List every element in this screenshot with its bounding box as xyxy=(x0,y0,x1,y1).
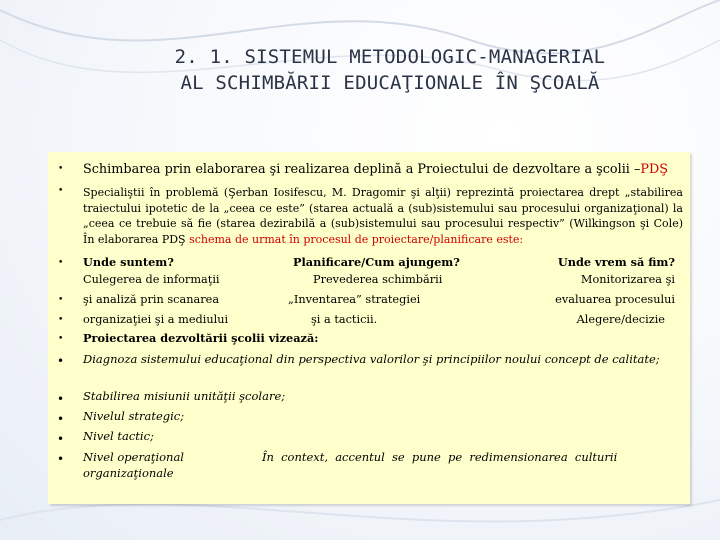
page-title xyxy=(110,44,670,96)
title-line-1: 2. 1. SISTEMUL METODOLOGIC-MANAGERIAL xyxy=(174,46,606,68)
operational-label: Nivel operaţional xyxy=(83,450,184,464)
list-item-text: Proiectarea dezvoltării şcolii vizează: xyxy=(83,331,319,345)
bullet-dot: • xyxy=(57,392,65,406)
schema-col-1: Unde suntem? xyxy=(83,255,174,269)
bullet-dot: • xyxy=(58,186,64,196)
content-box xyxy=(48,152,690,504)
schema-col-1: organizaţiei şi a mediului xyxy=(83,313,229,326)
schema-col-3: Alegere/decizie xyxy=(576,313,665,326)
list-item-text: Nivel tactic; xyxy=(83,429,154,443)
schema-col-3: Monitorizarea şi xyxy=(580,273,675,286)
schema-col-2: Planificare/Cum ajungem? xyxy=(293,255,460,269)
schema-col-2: „Inventarea” strategiei xyxy=(288,293,421,306)
schema-col-1: şi analiză prin scanarea xyxy=(83,293,220,306)
bullet-dot: • xyxy=(57,412,65,426)
title-line-2: AL SCHIMBĂRII EDUCAŢIONALE ÎN ŞCOALĂ xyxy=(180,72,600,94)
bullet-dot: • xyxy=(58,258,64,268)
bullet-dot: • xyxy=(58,295,64,305)
schema-row-header xyxy=(83,255,685,271)
list-item-text: Specialiştii în problemă (Şerban Iosifescu, M. Dragomir şi alţii) reprezintă proiectarea drept „stabilirea traiectului ipotetic de la „ceea ce este” (starea actuală a (sub)sistemului sau procesului organizaţional) la „ceea ce trebuie să fie (starea dezirabilă a (sub)sistemului sau procesului respectiv” (Wilkingson şi Cole) În elaborarea PDŞ schema de urmat în procesul de proiectare/planificare este: xyxy=(83,186,683,246)
schema-col-1: Culegerea de informaţii xyxy=(83,273,220,286)
bullet-dot: • xyxy=(57,354,65,368)
schema-col-3: Unde vrem să fim? xyxy=(557,255,675,269)
list-item-text: Nivelul strategic; xyxy=(83,409,185,423)
list-item-text: Diagnoza sistemului educaţional din perspectiva valorilor şi principiilor noului concept de calitate; xyxy=(83,352,660,366)
schema-row xyxy=(83,312,685,328)
bullet-dot: • xyxy=(57,432,65,446)
schema-row xyxy=(83,292,685,308)
list-item-text: Stabilirea misiunii unităţii şcolare; xyxy=(83,389,286,403)
bullet-dot: • xyxy=(58,315,64,325)
schema-row xyxy=(83,272,685,288)
bullet-dot: • xyxy=(58,164,64,174)
schema-col-2: şi a tacticii. xyxy=(311,313,378,326)
schema-col-3: evaluarea procesului xyxy=(555,293,675,306)
operational-context: În context, accentul se pune pe redimensionarea culturii organizaţionale xyxy=(83,450,618,480)
list-item-text xyxy=(83,449,683,481)
list-item-text: Schimbarea prin elaborarea şi realizarea deplină a Proiectului de dezvoltare a şcolii –PDŞ xyxy=(83,162,668,177)
schema-col-2: Prevederea schimbării xyxy=(313,273,443,286)
bullet-dot: • xyxy=(57,452,65,466)
bullet-dot: • xyxy=(58,334,64,344)
